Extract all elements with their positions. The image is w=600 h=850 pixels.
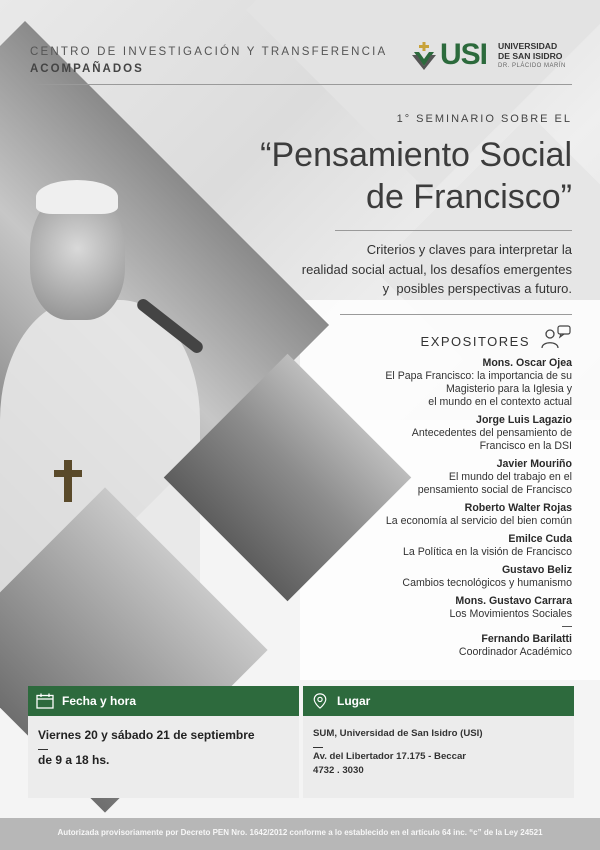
speaker-topic: pensamiento social de Francisco (417, 484, 572, 496)
divider (38, 749, 48, 750)
divider (313, 747, 323, 748)
speaker-item (272, 595, 572, 621)
divider (340, 314, 572, 315)
date-time-heading: Fecha y hora (62, 694, 137, 708)
speaker-topic: Antecedentes del pensamiento de (411, 427, 572, 439)
date-time-header (28, 686, 299, 716)
speaker-topic: La Política en la visión de Francisco (403, 546, 572, 558)
speaker-topic: el mundo en el contexto actual (428, 396, 572, 408)
venue-name: SUM, Universidad de San Isidro (USI) (313, 728, 483, 739)
divider (562, 626, 572, 627)
date-time-body (28, 716, 299, 768)
subtitle-line2: realidad social actual, los desafíos emergentes (301, 261, 572, 277)
speaker-name: Emilce Cuda (508, 533, 572, 545)
speaker-name: Javier Mouriño (496, 458, 572, 470)
university-name-line2: DE SAN ISIDRO (498, 50, 563, 61)
subtitle-line3: y posibles perspectivas a futuro. (382, 281, 572, 296)
speaker-topic: Los Movimientos Sociales (449, 608, 572, 620)
speaker-name: Roberto Walter Rojas (464, 502, 572, 514)
speaker-item (272, 414, 572, 453)
expositores-heading: EXPOSITORES (420, 334, 530, 349)
legal-footer: Autorizada provisoriamente por Decreto PEN Nro. 1642/2012 conforme a lo establecido en el artículo 64 inc. “c” de la Ley 24521 (0, 818, 600, 850)
location-pin-icon (311, 693, 329, 709)
subtitle-line1: Criterios y claves para interpretar la (366, 242, 572, 257)
location-body (303, 716, 574, 778)
speaker-name: Gustavo Beliz (501, 564, 572, 576)
centro-label: CENTRO DE INVESTIGACIÓN Y TRANSFERENCIA (30, 46, 388, 58)
zucchetto (36, 180, 118, 214)
speaker-item (272, 564, 572, 590)
usi-acronym: USI (440, 38, 488, 71)
usi-emblem-icon (412, 42, 436, 70)
location-box (303, 686, 574, 798)
speaker-name: Mons. Oscar Ojea (482, 357, 572, 369)
speaker-topic: Magisterio para la Iglesia y (445, 383, 572, 395)
location-header (303, 686, 574, 716)
title-line2: de Francisco” (366, 178, 572, 216)
event-subtitle (212, 240, 572, 299)
title-line1: “Pensamiento Social (260, 136, 572, 174)
university-name (498, 42, 562, 61)
divider (335, 230, 572, 231)
venue-address: Av. del Libertador 17.175 - Beccar (313, 751, 467, 762)
speaker-topic: La economía al servicio del bien común (385, 515, 572, 527)
pectoral-cross (64, 460, 72, 502)
speaker-name: Jorge Luis Lagazio (476, 414, 572, 426)
coordinator-item (272, 633, 572, 659)
speaker-topic: El Papa Francisco: la importancia de su (385, 370, 572, 382)
event-days: Viernes 20 y sábado 21 de septiembre (38, 728, 255, 742)
university-name-line1: UNIVERSIDAD (498, 41, 558, 51)
university-founder: DR. PLÁCIDO MARÍN (498, 63, 566, 69)
usi-logo (412, 38, 578, 74)
speaker-topic: Francisco en la DSI (479, 440, 572, 452)
venue-phone: 4732 . 3030 (313, 765, 364, 776)
event-title (152, 134, 572, 218)
calendar-icon (36, 693, 54, 709)
speaker-topic: Cambios tecnológicos y humanismo (402, 577, 572, 589)
speaker-topic: El mundo del trabajo en el (448, 471, 572, 483)
date-time-box (28, 686, 299, 798)
coordinator-name: Fernando Barilatti (481, 633, 572, 645)
speaker-name: Mons. Gustavo Carrara (455, 595, 572, 607)
speaker-item (272, 458, 572, 497)
speaker-item (272, 357, 572, 409)
speaker-item (272, 502, 572, 528)
speaker-item (272, 533, 572, 559)
speakers-icon (540, 325, 572, 349)
acompanados-label: ACOMPAÑADOS (30, 63, 144, 75)
seminar-label: 1° SEMINARIO SOBRE EL (396, 113, 572, 125)
coordinator-role: Coordinador Académico (458, 646, 572, 658)
divider (30, 84, 572, 85)
event-hours: de 9 a 18 hs. (38, 753, 110, 767)
speaker-list (272, 357, 572, 664)
location-heading: Lugar (337, 694, 371, 708)
